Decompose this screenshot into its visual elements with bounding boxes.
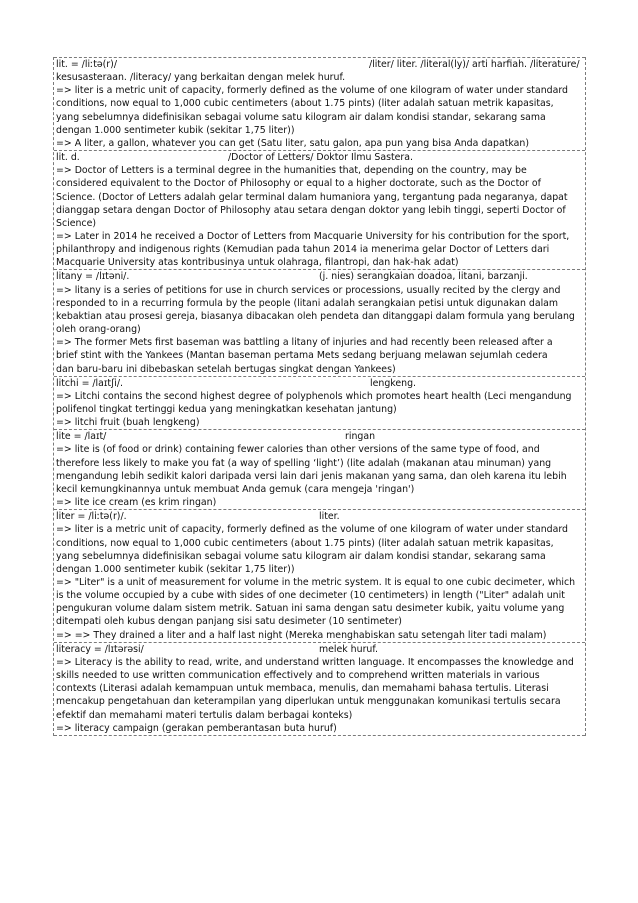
dictionary-entry bbox=[54, 509, 585, 642]
entry-header bbox=[54, 151, 585, 164]
entry-translation: lengkeng. bbox=[370, 377, 417, 389]
entry-header bbox=[54, 377, 585, 390]
entry-headword: literacy = /lɪtərəsi/ bbox=[56, 643, 144, 655]
entry-text-line: => "Liter" is a unit of measurement for volume in the metric system. It is equal to one cubic decimeter, which bbox=[56, 577, 576, 588]
dictionary-entry bbox=[54, 269, 585, 375]
entry-text-line: oleh orang-orang) bbox=[56, 324, 141, 336]
entry-translation: (j. nies) serangkaian doadoa, litani, barzanji. bbox=[319, 271, 528, 283]
entry-text-line: brief stint with the Yankees (Mantan baseman pertama Mets sedang berjuang melawan sejumlah cedera bbox=[56, 350, 548, 362]
entry-header bbox=[54, 430, 585, 443]
entry-header bbox=[54, 58, 585, 71]
entry-text-line: => The former Mets first baseman was battling a litany of injuries and had recently been released after a bbox=[56, 337, 553, 349]
entry-text-line: pengukuran volume dalam sistem metrik. Satuan ini sama dengan satu desimeter kubik, yaitu volume yang bbox=[56, 603, 565, 615]
entry-text-line: dengan 1.000 sentimeter kubik (sekitar 1,75 liter)) bbox=[56, 124, 295, 136]
entry-text-line: contexts (Literasi adalah kemampuan untuk membaca, menulis, dan memahami bahasa tertulis. Literasi bbox=[56, 683, 549, 695]
entry-text-line: responded to in a recurring formula by the people (litani adalah serangkaian petisi untuk digunakan dalam bbox=[56, 297, 559, 309]
entry-text-line: => Later in 2014 he received a Doctor of Letters from Macquarie University for his contribution for the sport, bbox=[56, 231, 570, 242]
entry-translation: ringan bbox=[345, 431, 376, 443]
entry-text-line: Macquarie University atas kontribusinya untuk olahraga, filantropi, dan hak-hak adat) bbox=[56, 257, 459, 269]
entry-headword: litchi = /laɪtʃi/. bbox=[56, 377, 123, 389]
entry-text-line: yang sebelumnya didefinisikan sebagai volume satu kilogram air dalam kondisi standar, sekarang sama bbox=[56, 111, 546, 123]
entry-text-line: => A liter, a gallon, whatever you can get (Satu liter, satu galon, apa pun yang bisa Anda dapatkan) bbox=[56, 137, 530, 149]
entry-headword: litany = /lɪtəni/. bbox=[56, 271, 130, 283]
entry-text-line: => lite is (of food or drink) containing fewer calories than other versions of the same type of food, and bbox=[56, 444, 540, 456]
entry-text-line: dengan 1.000 sentimeter kubik (sekitar 1,75 liter)) bbox=[56, 563, 295, 575]
entry-text-line: dan baru-baru ini dibebaskan setelah bertugas singkat dengan Yankees) bbox=[56, 363, 396, 375]
entry-text-line: kecil kemungkinannya untuk membuat Anda gemuk (cara mengeja 'ringan') bbox=[56, 483, 415, 495]
entry-text-line: => => They drained a liter and a half last night (Mereka menghabiskan satu setengah liter tadi malam) bbox=[56, 629, 547, 641]
entry-text-line: => litchi fruit (buah lengkeng) bbox=[56, 417, 200, 429]
entry-text-line: ditempati oleh kubus dengan panjang sisi satu desimeter (10 sentimeter) bbox=[56, 616, 402, 628]
entry-text-line: => liter is a metric unit of capacity, formerly defined as the volume of one kilogram of water under standard bbox=[56, 524, 569, 536]
dictionary-entry bbox=[54, 57, 585, 150]
entry-text-line: dianggap setara dengan Doctor of Philosophy atau setara dengan doktor yang lebih tinggi, seperti Doctor of bbox=[56, 204, 566, 216]
entry-translation: /liter/ liter. /literal(ly)/ arti harfiah. /literature/ bbox=[369, 59, 580, 70]
dictionary-entry bbox=[54, 376, 585, 430]
entry-translation: /Doctor of Letters/ Doktor Ilmu Sastera. bbox=[228, 152, 414, 164]
entry-text-line: is the volume occupied by a cube with sides of one decimeter (10 centimeters) in length ("Liter" adalah unit bbox=[56, 590, 565, 602]
entry-text-line: => litany is a series of petitions for use in church services or processions, usually recited by the clergy and bbox=[56, 284, 561, 296]
entry-text-line: conditions, now equal to 1,000 cubic centimeters (about 1.75 pints) (liter adalah satuan metrik kapasitas, bbox=[56, 537, 554, 549]
entry-text-line: Science) bbox=[56, 217, 96, 229]
entry-header bbox=[54, 643, 585, 656]
entry-text-line: => Litchi contains the second highest degree of polyphenols which promotes heart health (Leci mengandung bbox=[56, 390, 572, 402]
entry-text-line: mencakup pengetahuan dan keterampilan yang diperlukan untuk menggunakan komunikasi tertulis secara bbox=[56, 696, 561, 708]
entry-header bbox=[54, 270, 585, 283]
entry-text-line: mengandung lebih sedikit kalori daripada versi lain dari jenis makanan yang sama, dan oleh karena itu lebih bbox=[56, 470, 567, 482]
entry-translation: melek huruf. bbox=[319, 643, 378, 655]
entry-translation: liter. bbox=[319, 511, 340, 523]
entry-text-line: philanthropy and indigenous rights (Kemudian pada tahun 2014 ia menerima gelar Doctor of Letters dari bbox=[56, 244, 550, 256]
entry-text-line: => literacy campaign (gerakan pemberantasan buta huruf) bbox=[56, 722, 337, 734]
entry-text-line: => liter is a metric unit of capacity, formerly defined as the volume of one kilogram of water under standard bbox=[56, 85, 569, 97]
entry-headword: liter = /liːtə(r)/. bbox=[56, 511, 127, 523]
entry-text-line: polifenol tingkat tertinggi kedua yang meningkatkan kesehatan jantung) bbox=[56, 404, 397, 415]
entry-text-line: efektif dan memahami materi tertulis dalam berbagai konteks) bbox=[56, 709, 353, 721]
entry-text-line: considered equivalent to the Doctor of Philosophy or equal to a higher doctorate, such as the Doctor of bbox=[56, 178, 541, 190]
entry-text-line: => lite ice cream (es krim ringan) bbox=[56, 497, 217, 509]
entry-headword: lit. = /liːtə(r)/ bbox=[56, 59, 117, 70]
entry-headword: lite = /laɪt/ bbox=[56, 431, 107, 443]
entry-text-line: yang sebelumnya didefinisikan sebagai volume satu kilogram air dalam kondisi standar, sekarang sama bbox=[56, 550, 546, 562]
entry-text-line: kesusasteraan. /literacy/ yang berkaitan dengan melek huruf. bbox=[56, 72, 346, 84]
entry-text-line: => Literacy is the ability to read, write, and understand written language. It encompasses the knowledge and bbox=[56, 656, 574, 668]
entry-headword: lit. d. bbox=[56, 152, 80, 164]
entry-text-line: skills needed to use written communication effectively and to comprehend written materials in various bbox=[56, 670, 540, 682]
entry-text-line: Science. (Doctor of Letters adalah gelar terminal dalam humaniora yang, tergantung pada negaranya, dapat bbox=[56, 191, 568, 203]
dictionary-entry bbox=[54, 429, 585, 509]
entry-header bbox=[54, 510, 585, 523]
entry-text-line: therefore less likely to make you fat (a way of spelling ‘light’) (lite adalah (makanan atau minuman) yang bbox=[56, 457, 552, 469]
entry-text-line: conditions, now equal to 1,000 cubic centimeters (about 1.75 pints) (liter adalah satuan metrik kapasitas, bbox=[56, 98, 554, 110]
dictionary-entry bbox=[54, 642, 585, 736]
entry-text-line: => Doctor of Letters is a terminal degree in the humanities that, depending on the country, may be bbox=[56, 165, 527, 177]
dictionary-entry bbox=[54, 150, 585, 269]
entry-text-line: kebaktian atau prosesi gereja, biasanya dibacakan oleh pendeta dan ditanggapi dalam formula yang berulang bbox=[56, 310, 575, 322]
dictionary-table bbox=[53, 57, 586, 736]
